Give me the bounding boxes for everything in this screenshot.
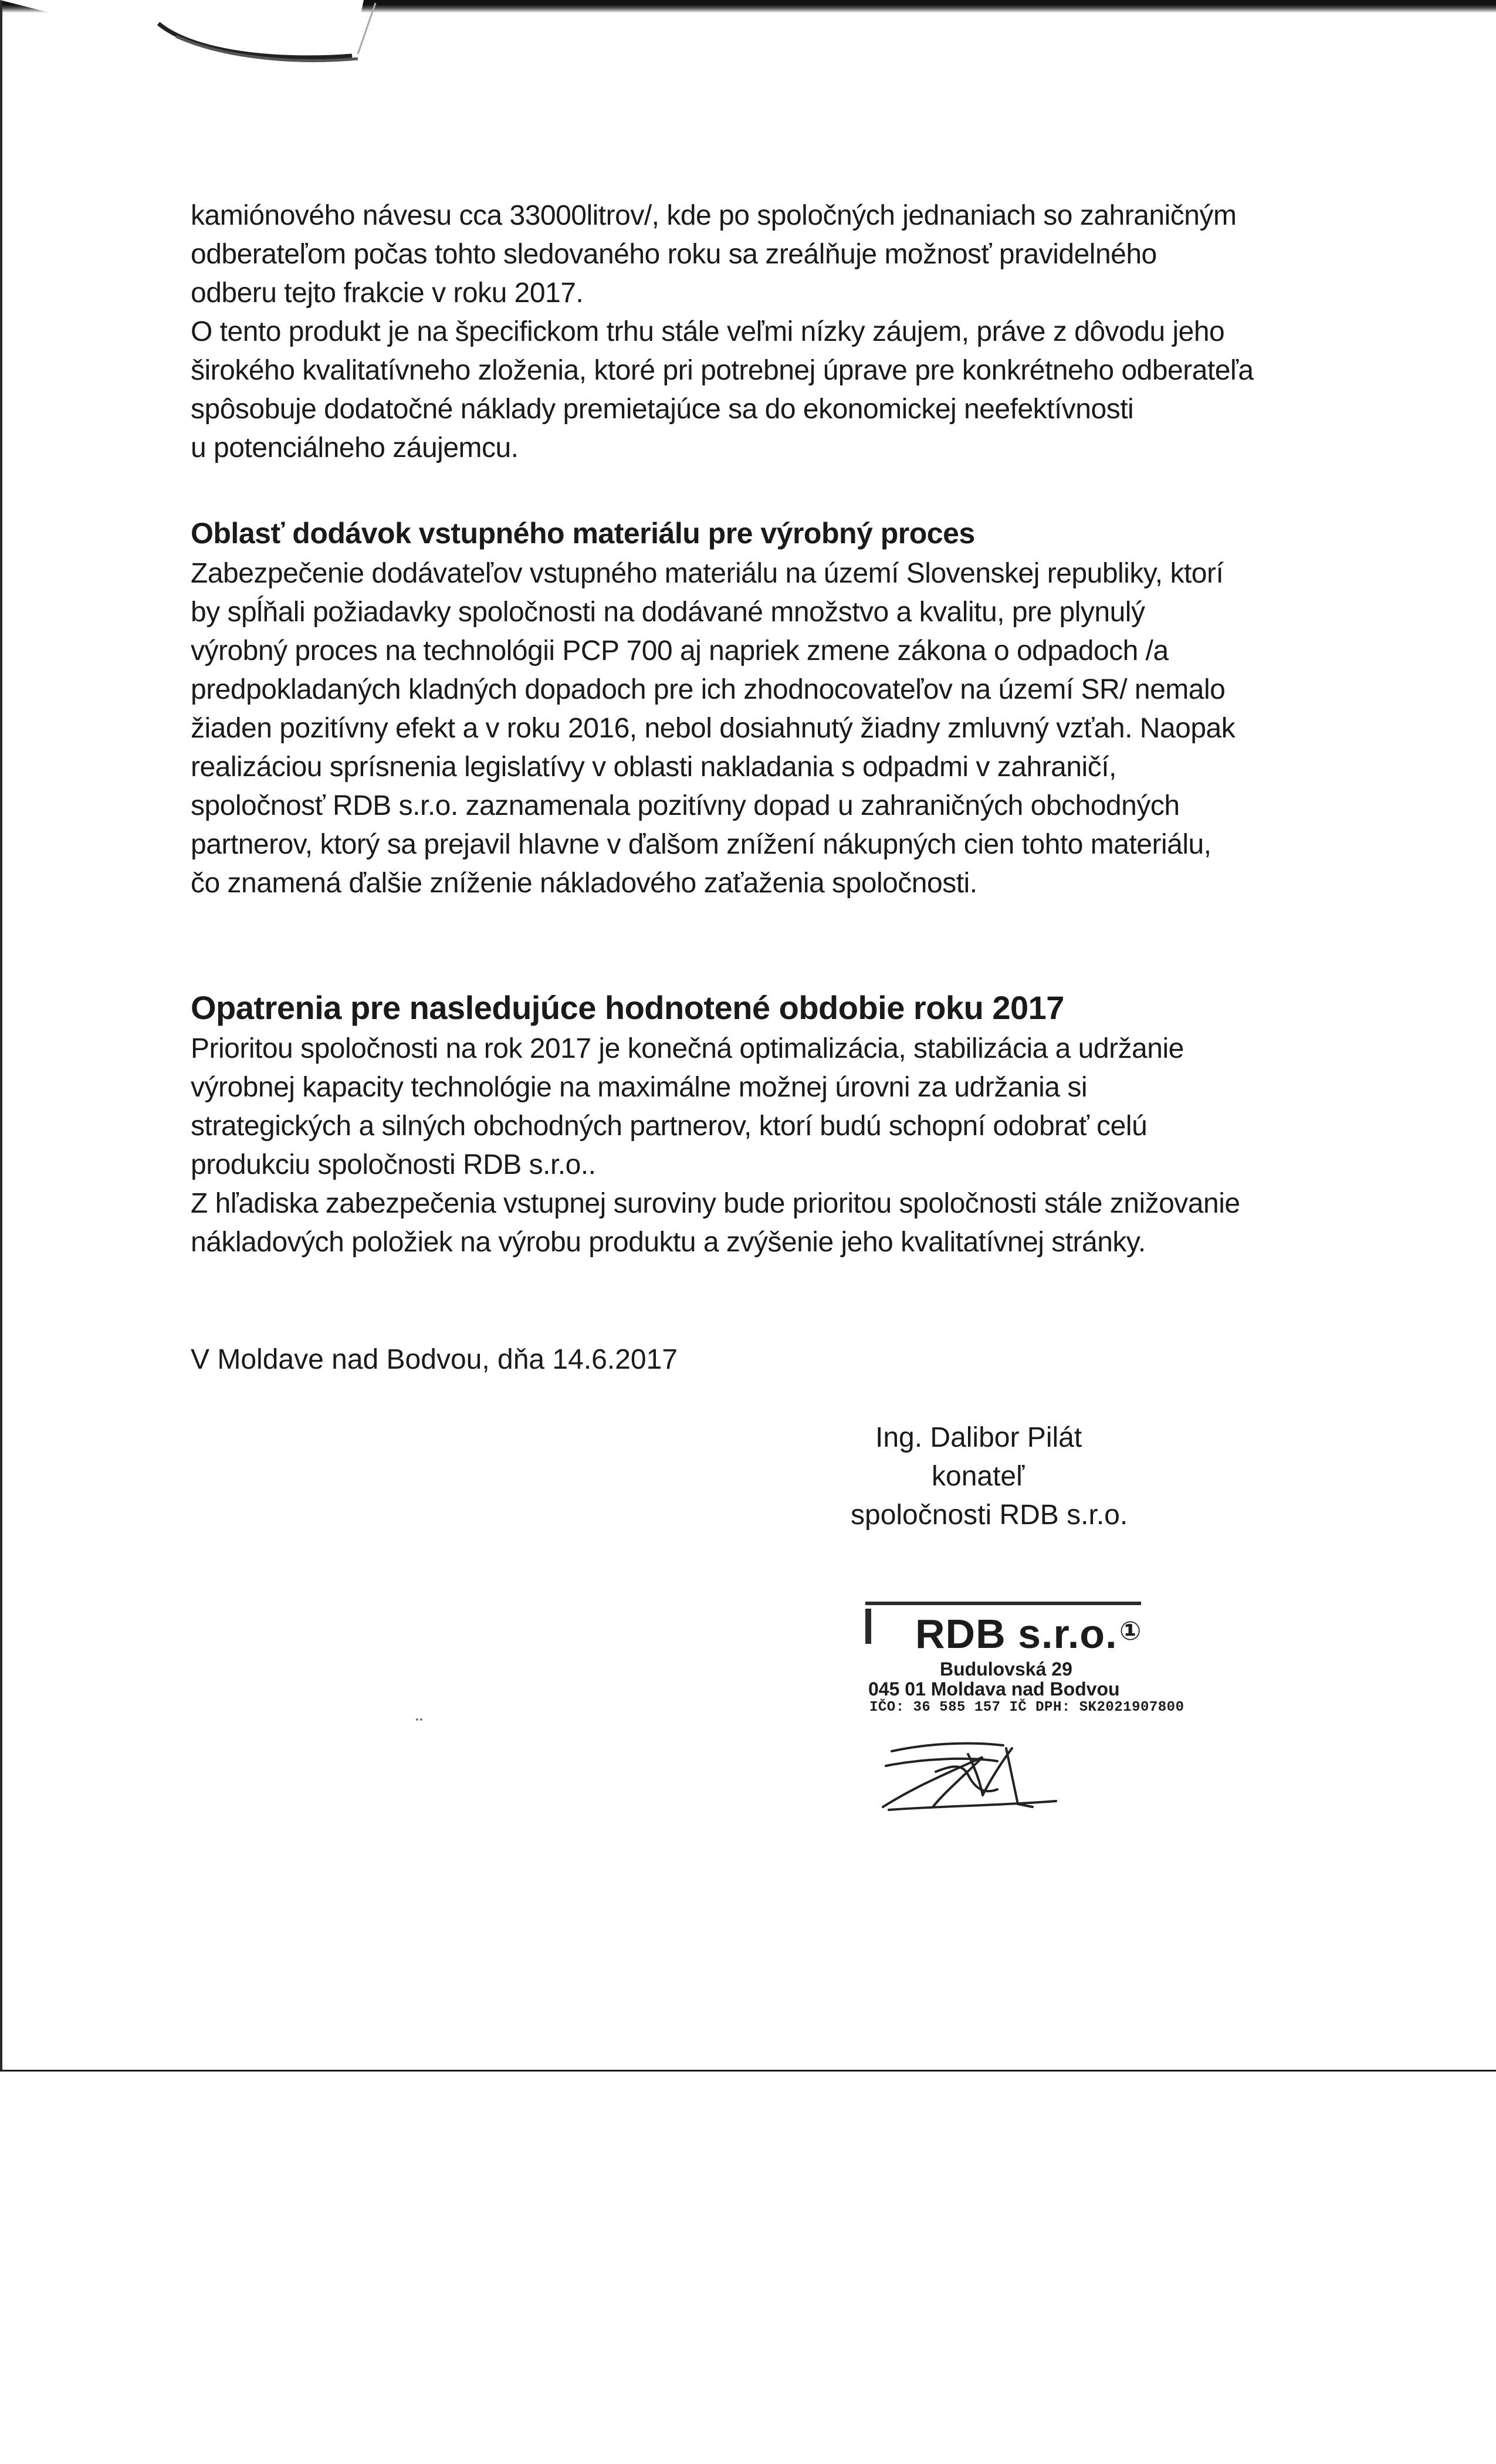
text-line: kamiónového návesu cca 33000litrov/, kde po spoločných jednaniach so zahraničným [191, 200, 1237, 231]
text-line: partnerov, ktorý sa prejavil hlavne v ďalšom znížení nákupných cien tohto materiálu, [191, 829, 1211, 860]
stamp-company-ids: IČO: 36 585 157 IČ DPH: SK2021907800 [869, 1700, 1184, 1715]
text-line: u potenciálneho záujemcu. [191, 432, 519, 463]
text-line: výrobný proces na technológii PCP 700 aj napriek zmene zákona o odpadoch /a [191, 635, 1169, 666]
signer-name: Ing. Dalibor Pilát [875, 1422, 1082, 1453]
measures-paragraph [191, 1030, 1276, 1262]
text-line: O tento produkt je na špecifickom trhu stále veľmi nízky záujem, práve z dôvodu jeho [191, 316, 1225, 347]
text-line: čo znamená ďalšie zníženie nákladového zaťaženia spoločnosti. [191, 868, 977, 899]
handwritten-signature [880, 1731, 1074, 1819]
text-line: odberu tejto frakcie v roku 2017. [191, 277, 584, 309]
text-line: spôsobuje dodatočné náklady premietajúce sa do ekonomickej neefektívnosti [191, 394, 1134, 425]
text-line: odberateľom počas tohto sledovaného roku sa zreálňuje možnosť pravidelného [191, 239, 1157, 270]
scan-speck [415, 1718, 424, 1721]
stamp-rule [865, 1602, 1141, 1605]
text-line: strategických a silných obchodných partnerov, ktorí budú schopní odobrať celú [191, 1111, 1148, 1142]
stamp-rule [865, 1609, 871, 1644]
stamp-mark: ① [1119, 1617, 1142, 1646]
text-line: spoločnosť RDB s.r.o. zaznamenala pozitívny dopad u zahraničných obchodných [191, 790, 1180, 821]
text-line: produkciu spoločnosti RDB s.r.o.. [191, 1149, 596, 1180]
text-line: realizáciou sprísnenia legislatívy v oblasti nakladania s odpadmi v zahraničí, [191, 752, 1116, 783]
company-stamp [862, 1593, 1184, 1716]
place-and-date: V Moldave nad Bodvou, dňa 14.6.2017 [191, 1344, 678, 1375]
text-line: predpokladaných kladných dopadoch pre ich zhodnocovateľov na území SR/ nemalo [191, 674, 1226, 705]
signer-company: spoločnosti RDB s.r.o. [851, 1500, 1128, 1531]
scan-left-edge [0, 0, 2, 2071]
stamp-company-name: RDB s.r.o. [915, 1611, 1118, 1657]
text-line: by spĺňali požiadavky spoločnosti na dodávané množstvo a kvalitu, pre plynulý [191, 597, 1145, 628]
text-line: nákladových položiek na výrobu produktu a zvýšenie jeho kvalitatívnej stránky. [191, 1227, 1146, 1258]
text-line: Prioritou spoločnosti na rok 2017 je konečná optimalizácia, stabilizácia a udržanie [191, 1033, 1184, 1064]
folded-corner [0, 0, 411, 76]
supply-section-heading: Oblasť dodávok vstupného materiálu pre výrobný proces [191, 517, 975, 550]
measures-section-heading: Opatrenia pre nasledujúce hodnotené obdobie roku 2017 [191, 989, 1064, 1026]
text-line: Z hľadiska zabezpečenia vstupnej suroviny bude prioritou spoločnosti stále znižovanie [191, 1188, 1240, 1219]
text-line: Zabezpečenie dodávateľov vstupného materiálu na území Slovenskej republiky, ktorí [191, 558, 1224, 589]
stamp-city: 045 01 Moldava nad Bodvou [868, 1678, 1120, 1700]
stamp-street: Budulovská 29 [940, 1659, 1072, 1680]
intro-paragraph [191, 197, 1276, 468]
text-line: žiaden pozitívny efekt a v roku 2016, nebol dosiahnutý žiadny zmluvný vzťah. Naopak [191, 713, 1236, 744]
supply-paragraph [191, 554, 1276, 903]
text-line: širokého kvalitatívneho zloženia, ktoré pri potrebnej úprave pre konkrétneho odberateľa [191, 355, 1254, 386]
signer-role: konateľ [932, 1461, 1025, 1492]
scan-bottom-edge [0, 2070, 1496, 2072]
text-line: výrobnej kapacity technológie na maximálne možnej úrovni za udržania si [191, 1072, 1087, 1103]
